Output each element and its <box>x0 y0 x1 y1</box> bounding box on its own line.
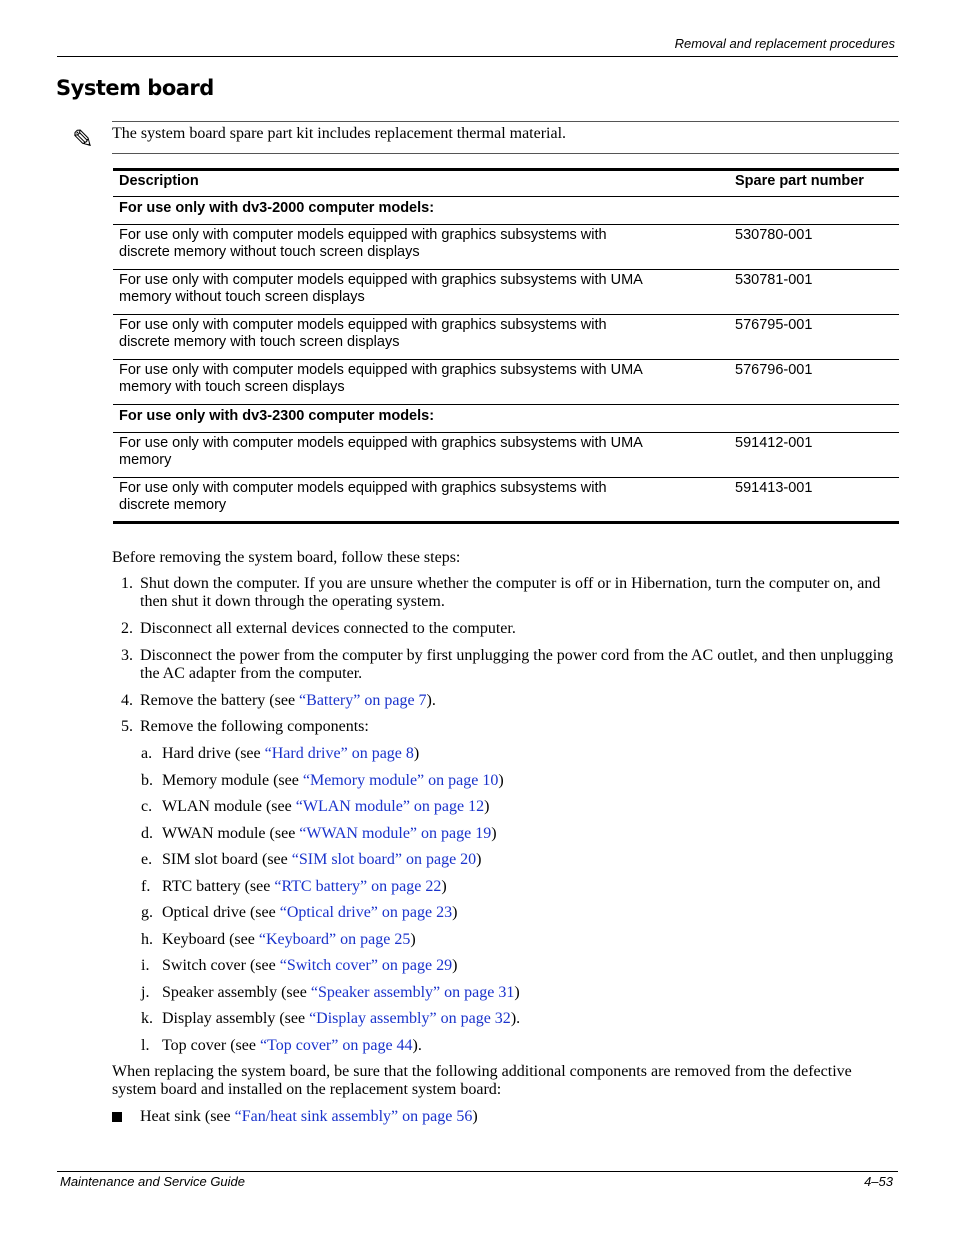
step-text: Shut down the computer. If you are unsure whether the computer is off or in Hibernation, turn the computer on, and then shut it down through the operating system. <box>140 575 881 610</box>
component-letter: j. <box>141 984 150 1001</box>
step-text: Remove the following components: <box>140 718 369 735</box>
replacing-paragraph: When replacing the system board, be sure that the following additional components are removed from the defective system board and installed on the replacement system board: <box>112 1063 852 1098</box>
step-text: Remove the battery (see <box>140 692 300 709</box>
running-header: Removal and replacement procedures <box>674 36 895 51</box>
component-text-end: ) <box>514 984 520 1001</box>
component-link[interactable]: “Keyboard” on page 25 <box>258 931 411 948</box>
part-description: For use only with computer models equipped with graphics subsystems with discrete memory with touch screen displays <box>119 317 607 350</box>
part-number <box>729 405 899 433</box>
step-number: 1. <box>121 575 133 592</box>
component-text: RTC battery (see <box>162 878 275 895</box>
note-text: The system board spare part kit includes replacement thermal material. <box>112 125 567 142</box>
step-text: Disconnect all external devices connected to the computer. <box>140 620 516 637</box>
component-letter: d. <box>141 825 153 842</box>
component-text: SIM slot board (see <box>162 851 292 868</box>
battery-link[interactable]: “Battery” on page 7 <box>299 692 427 709</box>
component-link[interactable]: “Top cover” on page 44 <box>259 1037 413 1054</box>
table-row <box>113 478 899 523</box>
table-section-row <box>113 197 899 225</box>
component-letter: g. <box>141 904 153 921</box>
footer-rule <box>57 1171 898 1172</box>
step-number: 4. <box>121 692 133 709</box>
component-letter: h. <box>141 931 153 948</box>
component-text-end: ) <box>484 798 490 815</box>
component-letter: e. <box>141 851 153 868</box>
spare-parts-table <box>113 168 899 524</box>
intro-paragraph: Before removing the system board, follow these steps: <box>112 549 461 566</box>
component-text-end: ) <box>413 745 420 762</box>
table-header-row <box>113 170 899 197</box>
step-text: Disconnect the power from the computer by first unplugging the power cord from the AC outlet, and then unplugging the AC adapter from the computer. <box>140 647 894 682</box>
component-link[interactable]: “Hard drive” on page 8 <box>264 745 414 762</box>
table-row <box>113 225 899 270</box>
page-number: 4–53 <box>864 1174 893 1189</box>
step-number: 5. <box>121 718 133 735</box>
component-letter: c. <box>141 798 153 815</box>
part-description: For use only with computer models equipped with graphics subsystems with UMA memory <box>119 435 643 468</box>
component-text: WLAN module (see <box>162 798 296 815</box>
part-number: 591412-001 <box>729 433 899 478</box>
component-text-end: ) <box>476 851 482 868</box>
component-text: Top cover (see <box>162 1037 260 1054</box>
part-number: 530780-001 <box>729 225 899 270</box>
component-link[interactable]: “RTC battery” on page 22 <box>274 878 442 895</box>
component-text: Hard drive (see <box>162 745 265 762</box>
square-bullet-icon <box>112 1112 122 1122</box>
table-section-row <box>113 405 899 433</box>
component-text: Display assembly (see <box>162 1010 310 1027</box>
part-description: For use only with computer models equipped with graphics subsystems with discrete memory without touch screen displays <box>119 227 607 260</box>
pencil-note-icon: ✎ <box>72 125 94 154</box>
component-text: Memory module (see <box>162 772 303 789</box>
component-link[interactable]: “WWAN module” on page 19 <box>299 825 492 842</box>
component-letter: b. <box>141 772 153 789</box>
table-row <box>113 315 899 360</box>
step-text-end: ). <box>426 692 436 709</box>
component-text: Keyboard (see <box>162 931 259 948</box>
note-bottom-rule <box>112 153 899 154</box>
component-letter: i. <box>141 957 150 974</box>
table-row <box>113 360 899 405</box>
component-letter: a. <box>141 745 153 762</box>
table-row <box>113 433 899 478</box>
section-title: System board <box>56 76 214 100</box>
part-number: 576796-001 <box>729 360 899 405</box>
column-header-part-number: Spare part number <box>729 170 899 197</box>
step-number: 3. <box>121 647 133 664</box>
component-text-end: ) <box>452 957 458 974</box>
component-link[interactable]: “Switch cover” on page 29 <box>279 957 453 974</box>
bullet-text-end: ) <box>472 1108 478 1125</box>
section-label: For use only with dv3-2000 computer models: <box>113 197 729 225</box>
table-row <box>113 270 899 315</box>
bullet-text: Heat sink (see <box>140 1108 235 1125</box>
footer-guide-title: Maintenance and Service Guide <box>60 1174 246 1189</box>
component-text: Optical drive (see <box>162 904 280 921</box>
component-link[interactable]: “Display assembly” on page 32 <box>309 1010 511 1027</box>
component-text-end: ). <box>412 1037 422 1054</box>
component-link[interactable]: “Memory module” on page 10 <box>302 772 499 789</box>
part-description: For use only with computer models equipped with graphics subsystems with discrete memory <box>119 480 607 513</box>
component-link[interactable]: “Speaker assembly” on page 31 <box>310 984 515 1001</box>
component-link[interactable]: “SIM slot board” on page 20 <box>291 851 477 868</box>
component-text: Speaker assembly (see <box>162 984 311 1001</box>
component-text-end: ) <box>452 904 458 921</box>
part-number: 530781-001 <box>729 270 899 315</box>
note-top-rule <box>112 121 899 122</box>
section-label: For use only with dv3-2300 computer models: <box>113 405 729 433</box>
component-text: Switch cover (see <box>162 957 280 974</box>
part-number: 576795-001 <box>729 315 899 360</box>
component-text-end: ) <box>441 878 447 895</box>
component-text-end: ) <box>410 931 416 948</box>
part-description: For use only with computer models equipped with graphics subsystems with UMA memory with touch screen displays <box>119 362 643 395</box>
part-number <box>729 197 899 225</box>
part-description: For use only with computer models equipped with graphics subsystems with UMA memory without touch screen displays <box>119 272 643 305</box>
component-text: WWAN module (see <box>162 825 300 842</box>
component-text-end: ) <box>498 772 504 789</box>
component-text-end: ). <box>510 1010 521 1027</box>
component-letter: k. <box>141 1010 153 1027</box>
step-number: 2. <box>121 620 133 637</box>
component-link[interactable]: “Optical drive” on page 23 <box>279 904 453 921</box>
component-letter: f. <box>141 878 151 895</box>
component-letter: l. <box>141 1037 150 1054</box>
fan-heat-sink-link[interactable]: “Fan/heat sink assembly” on page 56 <box>234 1108 473 1125</box>
component-text-end: ) <box>491 825 497 842</box>
header-rule <box>57 56 898 57</box>
column-header-description: Description <box>113 170 729 197</box>
component-link[interactable]: “WLAN module” on page 12 <box>295 798 485 815</box>
part-number: 591413-001 <box>729 478 899 523</box>
